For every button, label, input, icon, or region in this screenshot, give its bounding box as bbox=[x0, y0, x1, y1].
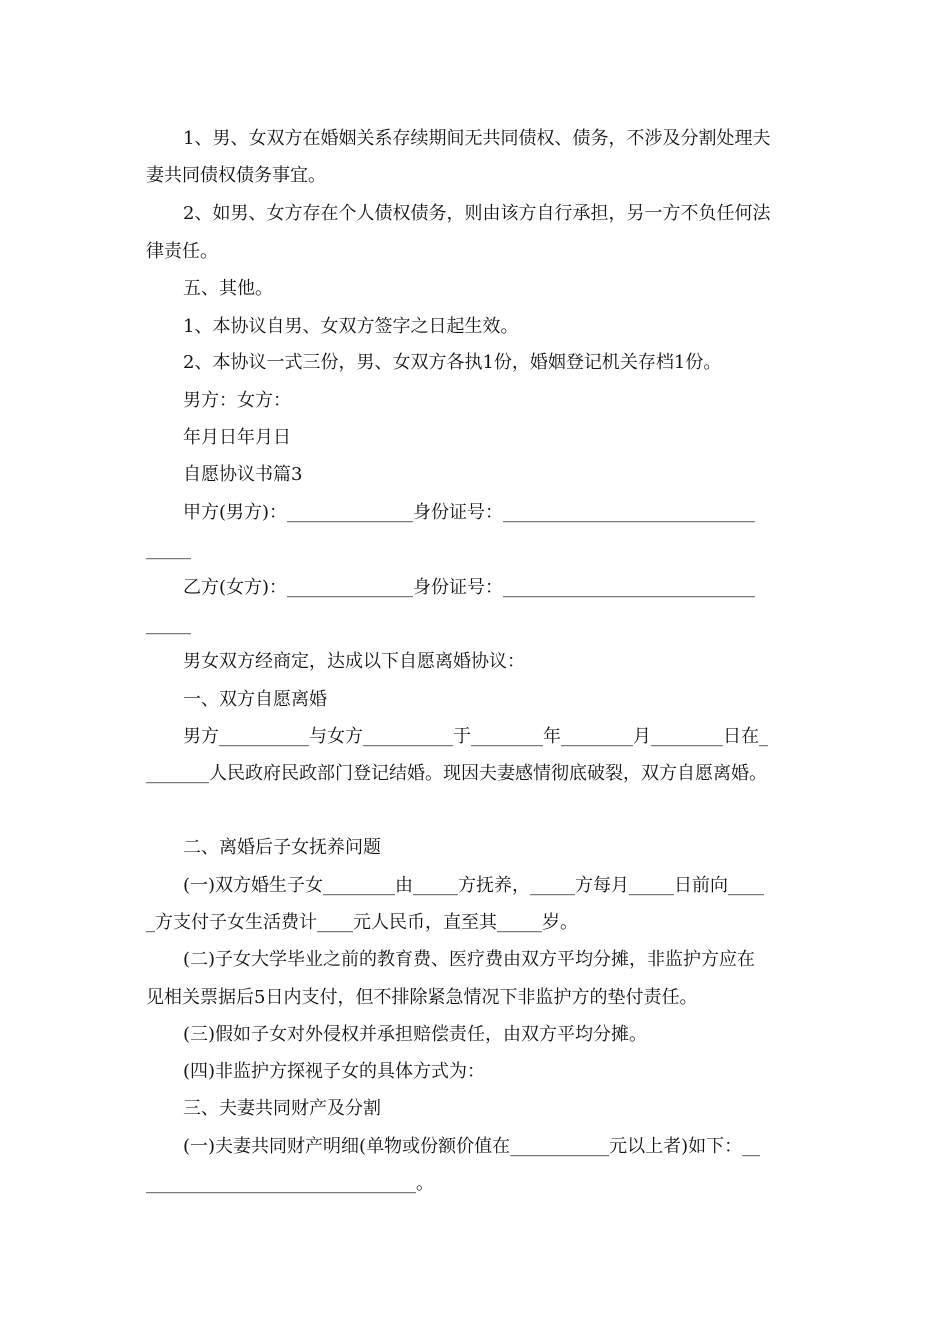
section-heading: 五、其他。 bbox=[183, 278, 273, 299]
paragraph-line: 见相关票据后5日内支付，但不排除紧急情况下非监护方的垫付责任。 bbox=[146, 987, 698, 1008]
section-heading: 一、双方自愿离婚 bbox=[183, 689, 327, 710]
date-line: 年月日年月日 bbox=[183, 427, 291, 448]
paragraph-line: 1、本协议自男、女双方签字之日起生效。 bbox=[183, 316, 519, 337]
document-title: 自愿协议书篇3 bbox=[183, 464, 303, 485]
paragraph-line: 律责任。 bbox=[146, 241, 218, 262]
paragraph-line: (三)假如子女对外侵权并承担赔偿责任，由双方平均分摊。 bbox=[183, 1024, 648, 1045]
paragraph-line: 1、男、女双方在婚姻关系存续期间无共同债权、债务，不涉及分割处理夫 bbox=[183, 128, 771, 149]
paragraph-line: (四)非监护方探视子女的具体方式为： bbox=[183, 1061, 486, 1082]
party-b-line-cont: _____ bbox=[146, 614, 191, 635]
paragraph-line: 2、如男、女方存在个人债权债务，则由该方自行承担，另一方不负任何法 bbox=[183, 203, 771, 224]
party-b-line: 乙方(女方)：______________身份证号：____________________________ bbox=[183, 577, 756, 598]
paragraph-line: (一)双方婚生子女________由_____方抚养，_____方每月_____日前向____ bbox=[183, 875, 765, 896]
paragraph-line: (一)夫妻共同财产明细(单物或份额价值在___________元以上者)如下：__ bbox=[183, 1136, 761, 1157]
paragraph-line: 2、本协议一式三份，男、女双方各执1份，婚姻登记机关存档1份。 bbox=[183, 352, 722, 373]
paragraph-line: 男女双方经商定，达成以下自愿离婚协议： bbox=[183, 651, 525, 672]
paragraph-line: 男方__________与女方__________于________年________月________日在_ bbox=[183, 726, 768, 747]
section-heading: 三、夫妻共同财产及分割 bbox=[183, 1098, 381, 1119]
section-heading: 二、离婚后子女抚养问题 bbox=[183, 837, 381, 858]
paragraph-line: (二)子女大学毕业之前的教育费、医疗费由双方平均分摊，非监护方应在 bbox=[183, 949, 756, 970]
party-a-line-cont: _____ bbox=[146, 539, 191, 560]
paragraph-line: _方支付子女生活费计____元人民币，直至其_____岁。 bbox=[146, 912, 578, 933]
paragraph-line: _______人民政府民政部门登记结婚。现因夫妻感情彻底破裂，双方自愿离婚。 bbox=[146, 763, 767, 784]
signature-line: 男方：女方： bbox=[183, 390, 291, 411]
paragraph-line: 妻共同债权债务事宜。 bbox=[146, 165, 326, 186]
party-a-line: 甲方(男方)：______________身份证号：____________________________ bbox=[183, 502, 756, 523]
paragraph-line: ______________________________。 bbox=[146, 1173, 434, 1194]
